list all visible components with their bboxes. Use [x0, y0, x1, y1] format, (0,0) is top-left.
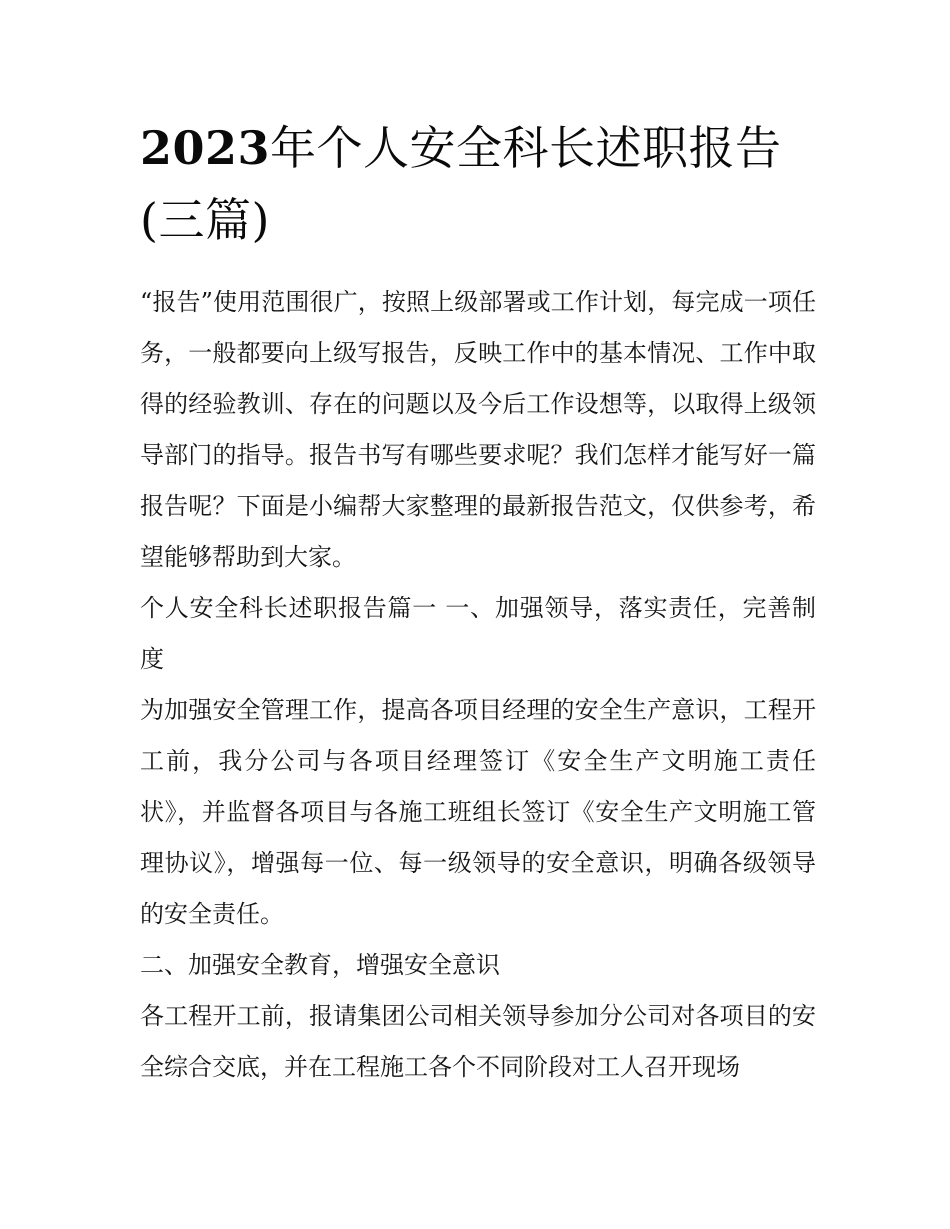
- title-text: 年个人安全科长述职报告(三篇): [140, 121, 782, 247]
- section-paragraph-1: 为加强安全管理工作，提高各项目经理的安全生产意识，工程开工前，我分公司与各项目经理签订《安全生产文明施工责任状》，并监督各项目与各施工班组长签订《安全生产文明施工管理协议》，增强每一位、每一级领导的安全意识，明确各级领导的安全责任。: [140, 696, 816, 928]
- section-heading-2: 二、加强安全教育，增强安全意识: [140, 951, 500, 979]
- document-body: [140, 277, 816, 1093]
- title-year: 2023: [140, 121, 271, 175]
- section-heading-1: 个人安全科长述职报告篇一 一、加强领导，落实责任，完善制度: [140, 594, 816, 673]
- document-title: [140, 112, 820, 256]
- section-paragraph-2: 各工程开工前，报请集团公司相关领导参加分公司对各项目的安全综合交底，并在工程施工各个不同阶段对工人召开现场: [140, 1002, 816, 1081]
- intro-paragraph: “报告”使用范围很广，按照上级部署或工作计划，每完成一项任务，一般都要向上级写报告，反映工作中的基本情况、工作中取得的经验教训、存在的问题以及今后工作设想等，以取得上级领导部门的指导。报告书写有哪些要求呢？我们怎样才能写好一篇报告呢？下面是小编帮大家整理的最新报告范文，仅供参考，希望能够帮助到大家。: [140, 288, 816, 571]
